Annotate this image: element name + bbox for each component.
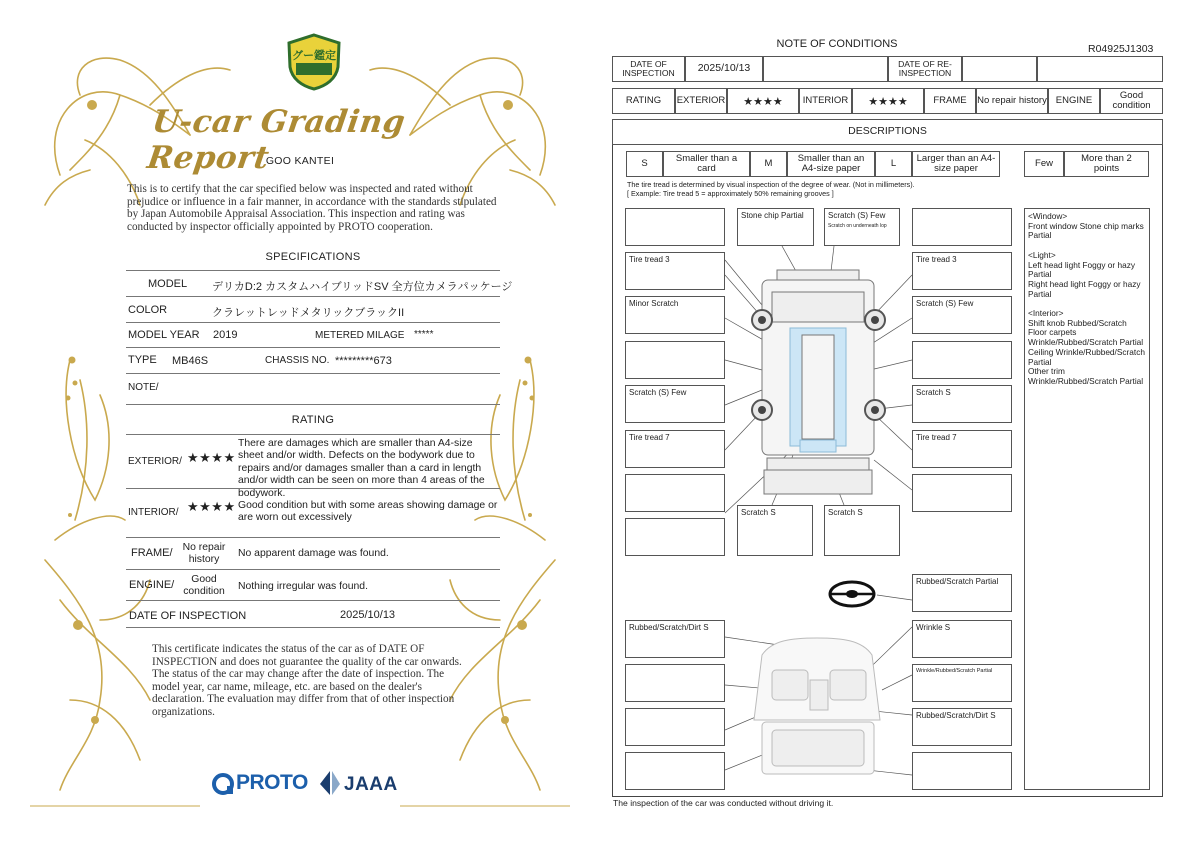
exterior-note-text: Scratch (S) Few: [629, 388, 687, 397]
note-item: Other trim Wrinkle/Rubbed/Scratch Partial: [1028, 366, 1144, 386]
exterior-note-text: Tire tread 3: [916, 255, 957, 264]
legend-text-l: Larger than an A4-size paper: [912, 151, 1000, 177]
divider: [126, 270, 500, 271]
exterior-note-box: [912, 208, 1012, 246]
color-value: クラレットレッドメタリックブラックII: [212, 307, 405, 319]
legend-key-s: S: [626, 151, 663, 177]
proto-logo-icon: [212, 772, 236, 796]
exterior-note-text: Scratch S: [828, 508, 863, 517]
legend-text-few: More than 2 points: [1064, 151, 1149, 177]
engine-value: Good condition: [1100, 88, 1163, 114]
blank-cell: [763, 56, 888, 82]
exterior-note-text: Tire tread 7: [916, 433, 957, 442]
interior-note-text: Rubbed/Scratch Partial: [916, 577, 999, 586]
interior-note-box: [912, 574, 1012, 612]
interior-note-box: [625, 752, 725, 790]
exterior-note-box: [625, 430, 725, 468]
interior-note-box: [912, 664, 1012, 702]
frame-value: No repair history: [976, 88, 1048, 114]
rating-label: RATING: [612, 88, 675, 114]
frame-label: FRAME: [924, 88, 976, 114]
interior-note-text: Rubbed/Scratch/Dirt S: [916, 711, 996, 720]
divider: [126, 296, 500, 297]
exterior-note-subtext: Scratch on underneath lop: [828, 223, 887, 229]
interior-stars: ★★★★: [187, 499, 236, 514]
exterior-note-box: [912, 385, 1012, 423]
mileage-value: *****: [414, 329, 434, 340]
divider: [126, 434, 500, 435]
interior-note-box: [625, 664, 725, 702]
divider: [126, 488, 500, 489]
inspection-date-value: 2025/10/13: [340, 609, 396, 621]
exterior-stars: ★★★★: [727, 88, 799, 114]
rating-heading: RATING: [291, 414, 335, 426]
legend-key-m: M: [750, 151, 787, 177]
exterior-stars: ★★★★: [187, 450, 236, 465]
interior-note-text: Wrinkle/Rubbed/Scratch Partial: [916, 668, 993, 674]
exterior-note-box: [824, 505, 900, 556]
type-value: MB46S: [172, 355, 209, 367]
note-item: Front window Stone chip marks Partial: [1028, 220, 1144, 241]
emblem-text: グー鑑定: [292, 50, 336, 62]
divider: [126, 569, 500, 570]
model-value: デリカD:2 カスタムハイブリッドSV 全方位カメラパッケージ: [212, 281, 513, 293]
tread-note: The tire tread is determined by visual inspection of the degree of wear. (Not in millimeters).: [627, 180, 915, 189]
divider: [126, 600, 500, 601]
legend-key-few: Few: [1024, 151, 1064, 177]
exterior-note-box: [912, 296, 1012, 334]
specifications-heading: SPECIFICATIONS: [265, 251, 361, 263]
certificate-org: GOO KANTEI: [265, 155, 335, 167]
interior-note-box: [625, 620, 725, 658]
interior-note-box: [912, 620, 1012, 658]
exterior-note-box: [912, 341, 1012, 379]
condition-notes-panel: [1024, 208, 1150, 790]
sheet-footer-note: The inspection of the car was conducted without driving it.: [613, 798, 834, 808]
steering-wheel-icon: [830, 582, 874, 606]
blank-cell: [1037, 56, 1163, 82]
interior-label: INTERIOR/: [128, 507, 179, 518]
interior-label: INTERIOR: [799, 88, 852, 114]
exterior-note-text: Scratch (S) Few: [916, 299, 974, 308]
exterior-note-text: Tire tread 7: [629, 433, 670, 442]
color-label: COLOR: [128, 304, 168, 316]
chassis-value: *********673: [335, 355, 392, 367]
exterior-note-box: [912, 474, 1012, 512]
inspection-date-value: 2025/10/13: [685, 56, 763, 82]
exterior-note-box: [824, 208, 900, 246]
note-item: Ceiling Wrinkle/Rubbed/Scratch Partial: [1028, 346, 1145, 367]
proto-logo-text: PROTO: [236, 771, 308, 794]
interior-note-box: [625, 708, 725, 746]
interior-note-box: [912, 752, 1012, 790]
divider: [126, 537, 500, 538]
exterior-label: EXTERIOR: [675, 88, 727, 114]
divider: [126, 347, 500, 348]
exterior-note-text: Tire tread 3: [629, 255, 670, 264]
interior-note-text: Rubbed/Scratch/Dirt S: [629, 623, 709, 632]
tread-example: [ Example: Tire tread 5 = approximately 50% remaining grooves ]: [627, 189, 834, 198]
note-item: Floor carpets Wrinkle/Rubbed/Scratch Partial: [1028, 327, 1144, 348]
exterior-label: EXTERIOR/: [128, 456, 182, 467]
frame-value: No repair history: [182, 542, 226, 566]
frame-label: FRAME/: [131, 547, 173, 559]
exterior-note-box: [737, 208, 814, 246]
exterior-note-box: [625, 341, 725, 379]
model-year-label: MODEL YEAR: [128, 329, 200, 341]
divider: [126, 627, 500, 628]
exterior-note-text: Stone chip Partial: [741, 211, 804, 220]
engine-description: Nothing irregular was found.: [238, 581, 368, 592]
chassis-label: CHASSIS NO.: [265, 355, 330, 366]
engine-value: Good condition: [183, 574, 225, 598]
exterior-note-box: [625, 474, 725, 512]
engine-label: ENGINE: [1048, 88, 1100, 114]
exterior-note-box: [625, 208, 725, 246]
reinspection-date-label: DATE OF RE-INSPECTION: [888, 56, 962, 82]
note-interior-heading: <Interior>: [1028, 308, 1064, 318]
jaaa-logo-icon: [318, 770, 342, 796]
inspection-date-label: DATE OF INSPECTION: [612, 56, 685, 82]
interior-description: Good condition but with some areas showing damage or are worn out excessively: [238, 500, 498, 524]
exterior-note-text: Scratch S: [741, 508, 776, 517]
reinspection-date-value: [962, 56, 1037, 82]
descriptions-heading: DESCRIPTIONS: [612, 119, 1163, 145]
type-label: TYPE: [128, 354, 157, 366]
legend-text-m: Smaller than an A4-size paper: [787, 151, 875, 177]
certificate-title: U-car Grading Report: [144, 104, 408, 176]
inspection-date-label: DATE OF INSPECTION: [129, 610, 247, 622]
divider: [126, 322, 500, 323]
goo-kantei-emblem: [286, 33, 342, 91]
exterior-note-text: Scratch S: [916, 388, 951, 397]
exterior-note-box: [625, 296, 725, 334]
model-label: MODEL: [148, 278, 188, 290]
interior-note-box: [912, 708, 1012, 746]
note-item: Right head light Foggy or hazy Partial: [1028, 278, 1141, 299]
model-year-value: 2019: [213, 329, 238, 341]
note-item: Shift knob Rubbed/Scratch: [1028, 317, 1127, 328]
note-label: NOTE/: [128, 382, 159, 393]
exterior-note-text: Minor Scratch: [629, 299, 679, 308]
certificate-footer: This certificate indicates the status of the car as of DATE OF INSPECTION and does not guarantee the quality of the car onwards. The status of the car may change after the date of inspection. The model year, car name, mileage, etc. are based on the dealer's declaration. The evaluation may differ from that of other inspection organizations.: [152, 643, 462, 718]
note-light-heading: <Light>: [1028, 249, 1056, 260]
exterior-note-box: [737, 505, 813, 556]
frame-description: No apparent damage was found.: [238, 548, 389, 559]
engine-label: ENGINE/: [129, 579, 175, 591]
exterior-note-box: [912, 252, 1012, 290]
note-window-heading: <Window>: [1028, 211, 1068, 221]
divider: [126, 373, 500, 374]
exterior-note-box: [625, 252, 725, 290]
exterior-description: There are damages which are smaller than A4-size sheet and/or width. Defects on the bodywork due to repairs and/or damages smaller than a card in length and/or width can be seen on more than 4 areas of the bodywork.: [238, 438, 485, 499]
exterior-note-box: [625, 385, 725, 423]
sheet-title: NOTE OF CONDITIONS: [776, 38, 898, 50]
legend-text-s: Smaller than a card: [663, 151, 750, 177]
certificate-intro: This is to certify that the car specified below was inspected and rated without prejudice or influence in a fair manner, in accordance with the standards stipulated by Japan Automobile Appraisal Association. This inspection and rating was conducted by inspector officially appointed by PROTO cooperation.: [127, 183, 497, 233]
legend-key-l: L: [875, 151, 912, 177]
exterior-note-text: Scratch (S) Few: [828, 211, 886, 220]
exterior-note-box: [912, 430, 1012, 468]
report-id: R04925J1303: [1088, 43, 1154, 55]
note-item: Left head light Foggy or hazy Partial: [1028, 259, 1136, 280]
interior-note-text: Wrinkle S: [916, 623, 951, 632]
divider: [126, 404, 500, 405]
interior-stars: ★★★★: [852, 88, 924, 114]
exterior-note-box: [625, 518, 725, 556]
jaaa-logo-text: JAAA: [344, 774, 398, 795]
mileage-label: METERED MILAGE: [315, 330, 405, 341]
